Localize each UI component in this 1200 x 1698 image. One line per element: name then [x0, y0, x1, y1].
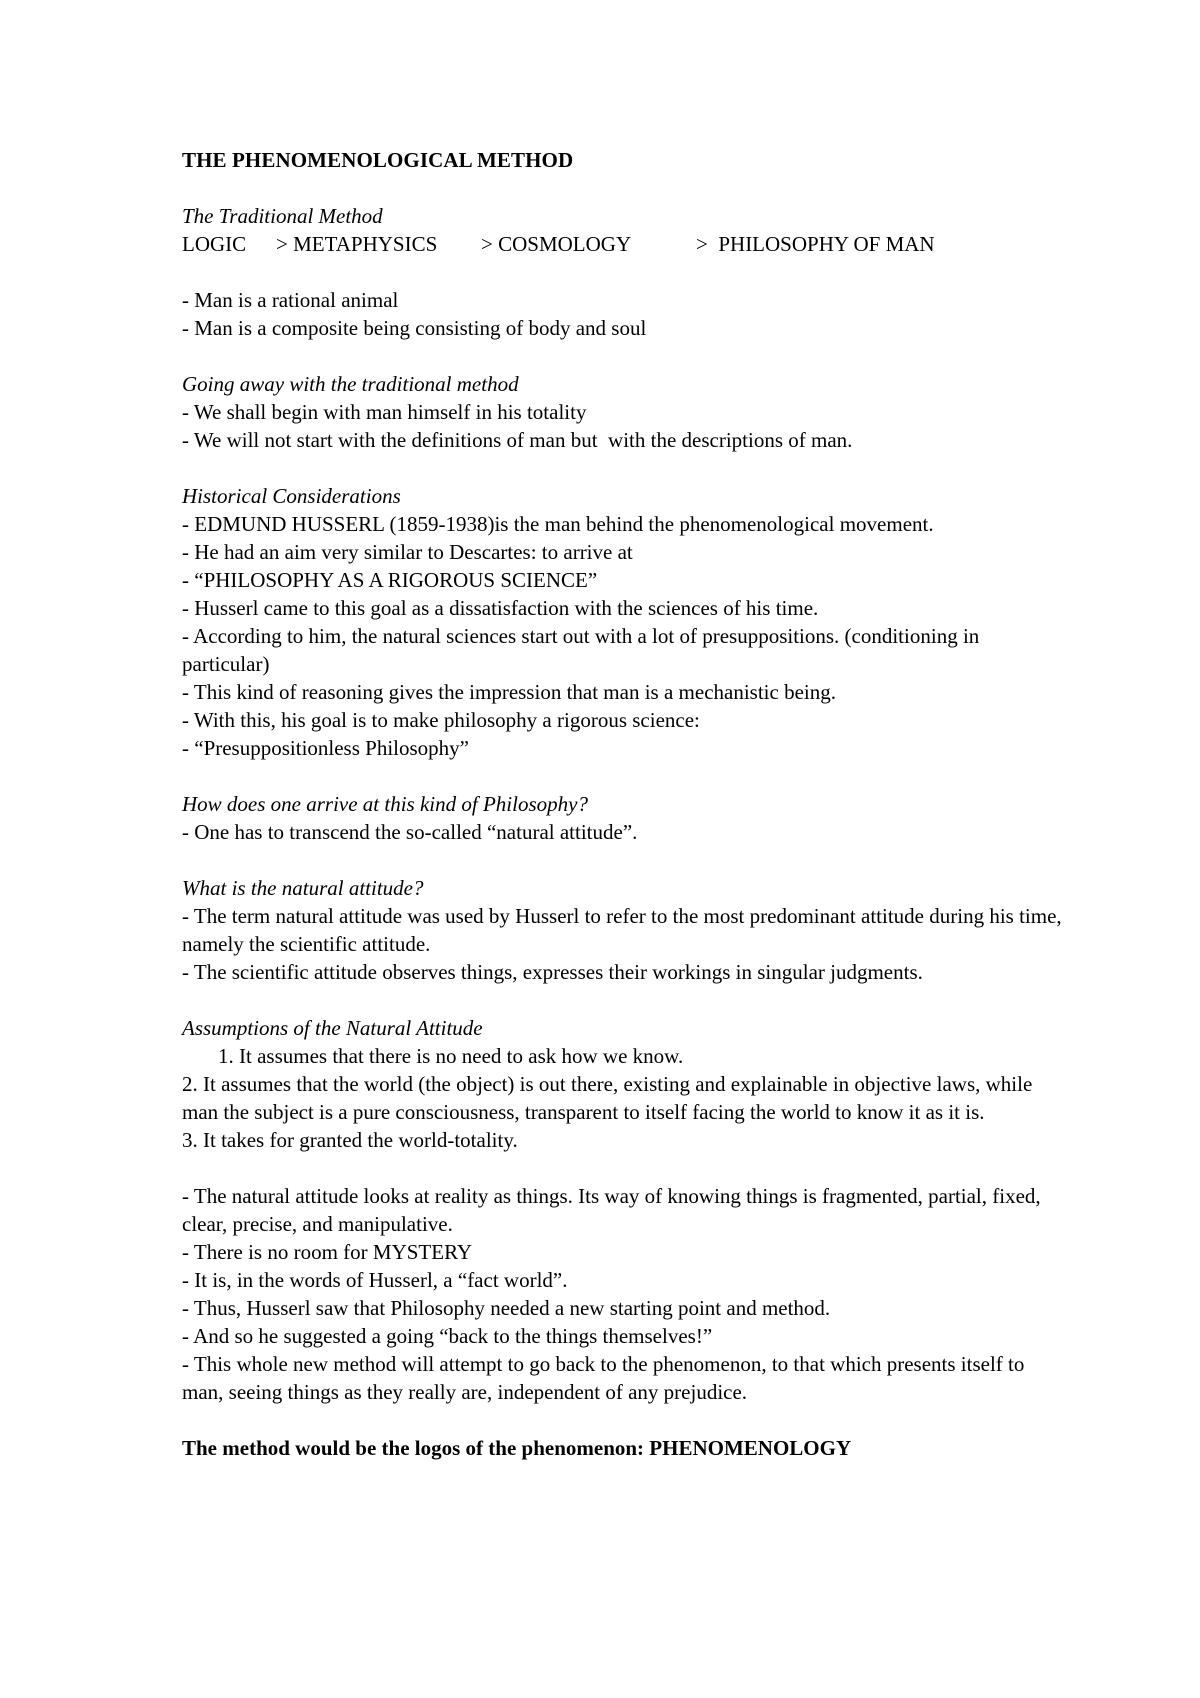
section-heading-how: How does one arrive at this kind of Philosophy?: [182, 792, 588, 816]
spacer: [182, 846, 1062, 874]
sequence-item-logic: LOGIC: [182, 232, 247, 256]
list-item: - He had an aim very similar to Descartes: to arrive at: [182, 540, 633, 564]
sequence-item-cosmology: > COSMOLOGY: [481, 232, 632, 256]
list-item: - “Presuppositionless Philosophy”: [182, 736, 469, 760]
spacer: [182, 342, 1062, 370]
numbered-item: 2. It assumes that the world (the object) is out there, existing and explainable in objective laws, while man the subject is a pure consciousness, transparent to itself facing the world to know it as it is.: [182, 1072, 1038, 1124]
section-heading-traditional: The Traditional Method: [182, 204, 383, 228]
list-item: - It is, in the words of Husserl, a “fact world”.: [182, 1268, 568, 1292]
list-item: - Husserl came to this goal as a dissatisfaction with the sciences of his time.: [182, 596, 819, 620]
section-heading-historical: Historical Considerations: [182, 484, 401, 508]
list-item: - “PHILOSOPHY AS A RIGOROUS SCIENCE”: [182, 568, 598, 592]
list-item: - The natural attitude looks at reality as things. Its way of knowing things is fragmented, partial, fixed, clear, precise, and manipulative.: [182, 1184, 1046, 1236]
list-item: - Man is a rational animal: [182, 288, 399, 312]
list-item: - Man is a composite being consisting of body and soul: [182, 316, 647, 340]
list-item: - We shall begin with man himself in his totality: [182, 400, 587, 424]
sequence-item-metaphysics: > METAPHYSICS: [276, 232, 438, 256]
list-item: - This whole new method will attempt to go back to the phenomenon, to that which presents itself to man, seeing things as they really are, independent of any prejudice.: [182, 1352, 1030, 1404]
spacer: [182, 1154, 1062, 1182]
sequence-item-philosophy-of-man: > PHILOSOPHY OF MAN: [696, 232, 935, 256]
spacer: [182, 1406, 1062, 1434]
spacer: [182, 986, 1062, 1014]
section-heading-what: What is the natural attitude?: [182, 876, 424, 900]
document-title: THE PHENOMENOLOGICAL METHOD: [182, 148, 574, 172]
list-item: - This kind of reasoning gives the impression that man is a mechanistic being.: [182, 680, 836, 704]
list-item: - With this, his goal is to make philosophy a rigorous science:: [182, 708, 700, 732]
conclusion-statement: The method would be the logos of the phenomenon: PHENOMENOLOGY: [182, 1436, 852, 1460]
list-item: - And so he suggested a going “back to the things themselves!”: [182, 1324, 713, 1348]
spacer: [182, 258, 1062, 286]
list-item: - The term natural attitude was used by Husserl to refer to the most predominant attitude during his time, namely the scientific attitude.: [182, 904, 1067, 956]
list-item: - One has to transcend the so-called “natural attitude”.: [182, 820, 638, 844]
document-page: [182, 146, 1067, 1462]
discipline-sequence: [182, 230, 1062, 258]
list-item: - According to him, the natural sciences start out with a lot of presuppositions. (conditioning in particular): [182, 624, 985, 676]
list-item: - EDMUND HUSSERL (1859-1938)is the man behind the phenomenological movement.: [182, 512, 934, 536]
numbered-item: 3. It takes for granted the world-totality.: [182, 1128, 518, 1152]
numbered-item: 1. It assumes that there is no need to ask how we know.: [218, 1044, 684, 1068]
section-heading-assumptions: Assumptions of the Natural Attitude: [182, 1016, 483, 1040]
section-heading-going-away: Going away with the traditional method: [182, 372, 519, 396]
spacer: [182, 454, 1062, 482]
spacer: [182, 762, 1062, 790]
list-item: - There is no room for MYSTERY: [182, 1240, 473, 1264]
list-item: - Thus, Husserl saw that Philosophy needed a new starting point and method.: [182, 1296, 831, 1320]
list-item: - We will not start with the definitions of man but with the descriptions of man.: [182, 428, 853, 452]
list-item: - The scientific attitude observes things, expresses their workings in singular judgments.: [182, 960, 923, 984]
spacer: [182, 174, 1062, 202]
